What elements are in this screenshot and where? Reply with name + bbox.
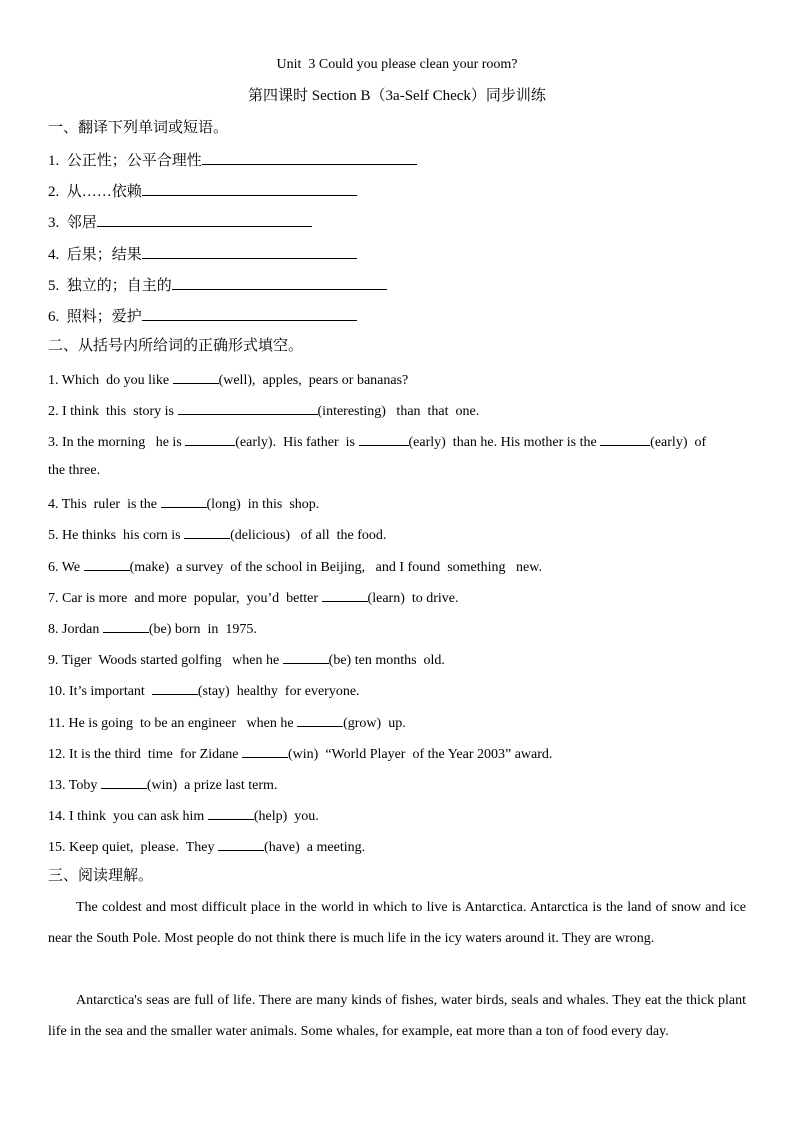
fill-item-5	[48, 524, 386, 545]
item-text: 4. This ruler is the	[48, 497, 161, 512]
item-text: (delicious) of all the food.	[230, 528, 387, 543]
item-text: 8. Jordan	[48, 622, 103, 637]
item-text: 6. We	[48, 560, 84, 575]
item-text: 12. It is the third time for Zidane	[48, 747, 243, 762]
reading-paragraph-2: Antarctica's seas are full of life. There are many kinds of fishes, water birds, seals and whales. They eat the thick plant life in the sea and the smaller water animals. Some whales, for example, eat more than a ton of food every day.	[48, 993, 746, 1039]
item-text: 4. 后果；结果	[48, 247, 142, 263]
translate-item-6	[48, 306, 357, 326]
answer-blank[interactable]	[184, 524, 230, 539]
reading-paragraph-1: The coldest and most difficult place in the world in which to live is Antarctica. Antarctica is the land of snow and ice near the South Pole. Most people do not think there is much life in the icy waters around it. They are wrong.	[48, 900, 746, 946]
item-text: (be) born in 1975.	[148, 622, 257, 637]
fill-item-2	[48, 400, 479, 421]
item-text: (early) than he. His mother is the	[408, 435, 601, 450]
item-text: (help) you.	[253, 809, 319, 824]
translate-item-5	[48, 275, 387, 295]
fill-item-12	[48, 743, 552, 764]
fill-item-11	[48, 712, 406, 733]
fill-item-9	[48, 649, 445, 670]
item-text: 11. He is going to be an engineer when he	[48, 716, 298, 731]
answer-blank[interactable]	[103, 618, 149, 633]
translate-item-3	[48, 212, 312, 232]
item-text: 5. He thinks his corn is	[48, 528, 185, 543]
item-text: (make) a survey of the school in Beijing, and I found something new.	[129, 560, 542, 575]
answer-blank[interactable]	[600, 431, 650, 446]
fill-item-6	[48, 556, 542, 577]
answer-blank[interactable]	[208, 805, 254, 820]
item-text: 1. 公正性；公平合理性	[48, 153, 202, 169]
document-subtitle: 第四课时 Section B（3a-Self Check）同步训练	[248, 88, 546, 104]
answer-blank[interactable]	[142, 306, 357, 321]
answer-blank[interactable]	[97, 212, 312, 227]
item-text: 1. Which do you like	[48, 373, 173, 388]
item-text: 2. 从……依赖	[48, 184, 142, 200]
section3-heading: 三、阅读理解。	[48, 868, 154, 884]
item-text: (stay) healthy for everyone.	[197, 684, 360, 699]
answer-blank[interactable]	[142, 244, 357, 259]
item-text: 5. 独立的；自主的	[48, 278, 172, 294]
section1-heading: 一、翻译下列单词或短语。	[48, 120, 229, 136]
item-text: 14. I think you can ask him	[48, 809, 208, 824]
translate-item-1	[48, 150, 417, 170]
fill-item-4	[48, 493, 319, 514]
item-text: (well), apples, pears or bananas?	[218, 373, 409, 388]
fill-item-15	[48, 836, 365, 857]
item-text: 9. Tiger Woods started golfing when he	[48, 653, 283, 668]
item-text: (have) a meeting.	[264, 840, 366, 855]
item-text: 7. Car is more and more popular, you’d better	[48, 591, 322, 606]
item-text: (early). His father is	[235, 435, 359, 450]
item-text: (win) a prize last term.	[146, 778, 278, 793]
item-text: 15. Keep quiet, please. They	[48, 840, 219, 855]
answer-blank[interactable]	[84, 556, 130, 571]
document-title: Unit 3 Could you please clean your room?	[276, 57, 518, 72]
fill-item-3-continued: the three.	[48, 463, 101, 478]
answer-blank[interactable]	[202, 150, 417, 165]
answer-blank[interactable]	[172, 275, 387, 290]
item-text: (learn) to drive.	[367, 591, 459, 606]
answer-blank[interactable]	[161, 493, 207, 508]
item-text: 13. Toby	[48, 778, 101, 793]
answer-blank[interactable]	[185, 431, 235, 446]
answer-blank[interactable]	[322, 587, 368, 602]
fill-item-10	[48, 680, 360, 701]
answer-blank[interactable]	[173, 369, 219, 384]
answer-blank[interactable]	[359, 431, 409, 446]
item-text: (early) of	[650, 435, 707, 450]
answer-blank[interactable]	[242, 743, 288, 758]
fill-item-7	[48, 587, 459, 608]
answer-blank[interactable]	[101, 774, 147, 789]
answer-blank[interactable]	[283, 649, 329, 664]
item-text: 3. 邻居	[48, 215, 97, 231]
item-text: 6. 照料；爱护	[48, 309, 142, 325]
answer-blank[interactable]	[142, 181, 357, 196]
item-text: (interesting) than that one.	[317, 404, 480, 419]
item-text: (long) in this shop.	[206, 497, 320, 512]
answer-blank[interactable]	[178, 400, 318, 415]
translate-item-4	[48, 244, 357, 264]
item-text: (win) “World Player of the Year 2003” award.	[288, 747, 553, 762]
fill-item-14	[48, 805, 319, 826]
fill-item-3	[48, 431, 706, 452]
translate-item-2	[48, 181, 357, 201]
fill-item-8	[48, 618, 257, 639]
item-text: 3. In the morning he is	[48, 435, 186, 450]
fill-item-1	[48, 369, 408, 390]
answer-blank[interactable]	[152, 680, 198, 695]
section2-heading: 二、从括号内所给词的正确形式填空。	[48, 338, 304, 354]
fill-item-13	[48, 774, 277, 795]
item-text: (grow) up.	[343, 716, 406, 731]
answer-blank[interactable]	[297, 712, 343, 727]
item-text: (be) ten months old.	[328, 653, 445, 668]
answer-blank[interactable]	[218, 836, 264, 851]
item-text: 10. It’s important	[48, 684, 152, 699]
item-text: 2. I think this story is	[48, 404, 178, 419]
